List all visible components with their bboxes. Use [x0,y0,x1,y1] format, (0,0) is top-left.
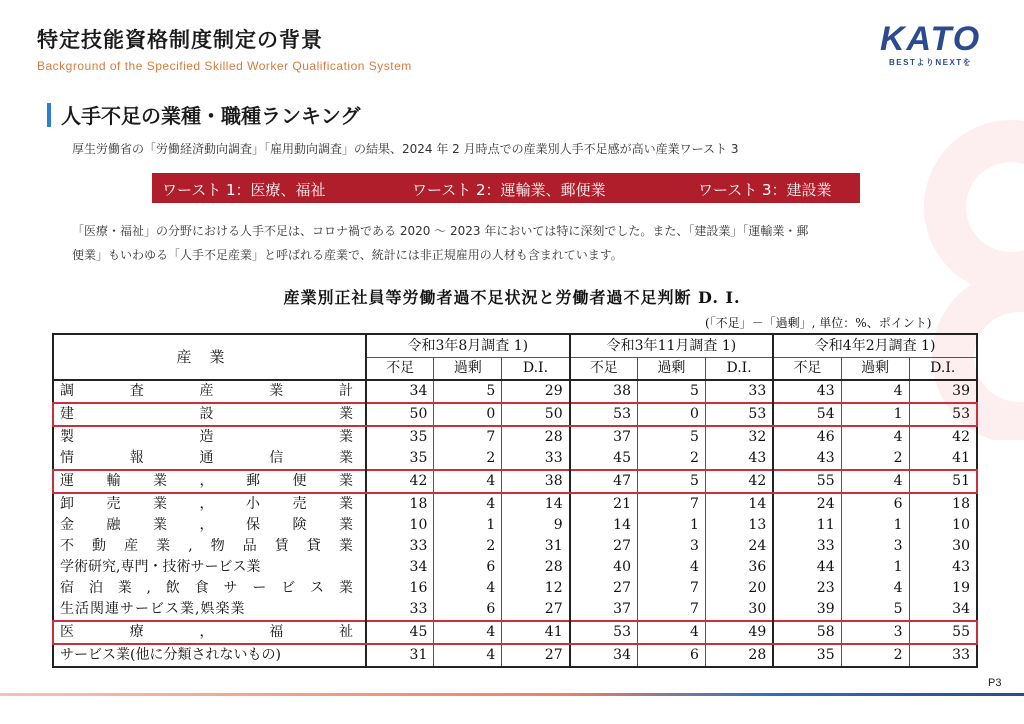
subheader-di: D.I. [909,358,977,381]
industry-name: 建 設 業 [60,406,353,422]
value-cell: 34 [570,644,638,667]
table-body [53,380,977,667]
value-cell: 33 [705,380,773,403]
table-row [53,557,977,578]
subheader-surplus: 過剰 [434,358,502,381]
industry-name: 情 報 通 信 業 [60,450,353,466]
value-cell: 55 [909,621,977,644]
value-cell: 6 [434,557,502,578]
value-cell: 18 [909,493,977,515]
value-cell: 45 [366,621,434,644]
industry-name-cell [53,426,366,448]
value-cell: 29 [502,380,570,403]
worst-ranking-band [152,173,860,203]
value-cell: 28 [502,557,570,578]
subheader-surplus: 過剰 [638,358,706,381]
value-cell: 7 [638,578,706,599]
worst-3-label: ワースト 3：建設業 [698,181,832,199]
value-cell: 37 [570,426,638,448]
value-cell: 14 [705,493,773,515]
industry-name: 卸 売 業 ， 小 売 業 [60,496,353,512]
value-cell: 54 [773,403,841,426]
value-cell: 38 [502,470,570,493]
value-cell: 27 [570,578,638,599]
value-cell: 27 [502,599,570,621]
industry-name-cell [53,470,366,493]
value-cell: 37 [570,599,638,621]
period-header: 令和3年8月調査 1) [366,334,570,358]
value-cell: 5 [841,599,909,621]
value-cell: 32 [705,426,773,448]
industry-name: 学術研究,専門・技術サービス業 [60,559,261,575]
value-cell: 3 [638,536,706,557]
kato-logo [880,22,981,68]
value-cell: 49 [705,621,773,644]
period-header: 令和3年11月調査 1) [570,334,774,358]
value-cell: 31 [366,644,434,667]
table-title: 産業別正社員等労働者過不足状況と労働者過不足判断 D. I. [283,288,741,307]
table-unit-note: (「不足」－「過剰」, 単位：%、ポイント) [705,316,932,330]
value-cell: 1 [841,557,909,578]
value-cell: 28 [705,644,773,667]
value-cell: 33 [773,536,841,557]
value-cell: 4 [841,380,909,403]
value-cell: 6 [841,493,909,515]
value-cell: 27 [502,644,570,667]
value-cell: 30 [705,599,773,621]
industry-name: 不 動 産 業 , 物 品 賃 貸 業 [60,538,353,554]
value-cell: 14 [502,493,570,515]
page-subtitle: Background of the Specified Skilled Worker Qualification System [37,59,412,73]
industry-name: 製 造 業 [60,429,353,445]
heading-accent-bar [47,103,51,127]
value-cell: 35 [773,644,841,667]
value-cell: 5 [434,380,502,403]
logo-tagline: BESTよりNEXTを [889,58,973,67]
description-line: 「医療・福祉」の分野における人手不足は、コロナ禍である 2020 ～ 2023 年においては特に深刻でした。また、「建設業」「運輸業・郵 [72,224,809,238]
value-cell: 42 [909,426,977,448]
value-cell: 2 [841,644,909,667]
value-cell: 4 [841,426,909,448]
value-cell: 4 [434,493,502,515]
value-cell: 35 [366,426,434,448]
industry-name-cell [53,448,366,470]
value-cell: 50 [366,403,434,426]
value-cell: 51 [909,470,977,493]
industry-column-header: 産業 [53,334,366,380]
value-cell: 58 [773,621,841,644]
table-row [53,426,977,448]
industry-name-cell [53,599,366,621]
value-cell: 2 [434,448,502,470]
value-cell: 7 [638,493,706,515]
value-cell: 10 [909,515,977,536]
table-row [53,448,977,470]
value-cell: 20 [705,578,773,599]
subheader-surplus: 過剰 [841,358,909,381]
value-cell: 43 [773,380,841,403]
value-cell: 1 [434,515,502,536]
value-cell: 5 [638,380,706,403]
value-cell: 38 [570,380,638,403]
value-cell: 14 [570,515,638,536]
value-cell: 2 [434,536,502,557]
value-cell: 4 [434,578,502,599]
value-cell: 6 [638,644,706,667]
page-title: 特定技能資格制度制定の背景 [37,28,323,52]
section-heading [47,100,360,129]
value-cell: 0 [434,403,502,426]
value-cell: 2 [638,448,706,470]
value-cell: 3 [841,536,909,557]
value-cell: 4 [434,621,502,644]
value-cell: 53 [570,621,638,644]
value-cell: 3 [841,621,909,644]
industry-name: 運 輸 業 ， 郵 便 業 [60,473,353,489]
value-cell: 53 [909,403,977,426]
table-row [53,470,977,493]
value-cell: 12 [502,578,570,599]
value-cell: 5 [638,470,706,493]
industry-name: サービス業(他に分類されないもの) [60,647,281,663]
value-cell: 1 [638,515,706,536]
value-cell: 4 [434,470,502,493]
value-cell: 33 [366,536,434,557]
value-cell: 18 [366,493,434,515]
worst-1-label: ワースト 1：医療、福祉 [162,181,326,199]
table-row [53,578,977,599]
table-row [53,644,977,667]
page-header [37,24,412,73]
value-cell: 35 [366,448,434,470]
industry-name: 生活関連サービス業,娯楽業 [60,601,246,617]
value-cell: 47 [570,470,638,493]
value-cell: 24 [705,536,773,557]
value-cell: 7 [638,599,706,621]
industry-name-cell [53,644,366,667]
industry-name-cell [53,621,366,644]
value-cell: 55 [773,470,841,493]
table-row [53,380,977,403]
table-row [53,621,977,644]
value-cell: 43 [773,448,841,470]
value-cell: 40 [570,557,638,578]
value-cell: 33 [366,599,434,621]
value-cell: 43 [909,557,977,578]
value-cell: 4 [434,644,502,667]
subheader-shortage: 不足 [773,358,841,381]
value-cell: 50 [502,403,570,426]
value-cell: 0 [638,403,706,426]
section-heading-text: 人手不足の業種・職種ランキング [61,104,361,128]
value-cell: 53 [570,403,638,426]
subheader-di: D.I. [705,358,773,381]
industry-name-cell [53,380,366,403]
value-cell: 34 [909,599,977,621]
value-cell: 4 [841,578,909,599]
value-cell: 21 [570,493,638,515]
value-cell: 23 [773,578,841,599]
value-cell: 19 [909,578,977,599]
value-cell: 43 [705,448,773,470]
value-cell: 53 [705,403,773,426]
value-cell: 6 [434,599,502,621]
description-text [72,219,972,267]
value-cell: 46 [773,426,841,448]
industry-name: 金 融 業 ， 保 険 業 [60,517,353,533]
subheader-shortage: 不足 [570,358,638,381]
page-number: P3 [988,677,1002,689]
value-cell: 1 [841,515,909,536]
value-cell: 9 [502,515,570,536]
subheader-di: D.I. [502,358,570,381]
intro-text: 厚生労働省の「労働経済動向調査」「雇用動向調査」の結果、2024 年 2 月時点での産業別人手不足感が高い産業ワースト 3 [72,142,739,156]
period-header: 令和4年2月調査 1) [773,334,977,358]
table-row [53,403,977,426]
worst-2-label: ワースト 2：運輸業、郵便業 [412,181,606,199]
value-cell: 41 [502,621,570,644]
table-row [53,493,977,515]
value-cell: 24 [773,493,841,515]
value-cell: 39 [909,380,977,403]
industry-name-cell [53,403,366,426]
value-cell: 45 [570,448,638,470]
value-cell: 33 [502,448,570,470]
value-cell: 30 [909,536,977,557]
value-cell: 11 [773,515,841,536]
value-cell: 2 [841,448,909,470]
value-cell: 42 [705,470,773,493]
value-cell: 4 [841,470,909,493]
value-cell: 44 [773,557,841,578]
footer-gradient-line [0,693,1024,696]
value-cell: 28 [502,426,570,448]
industry-name-cell [53,536,366,557]
value-cell: 41 [909,448,977,470]
value-cell: 36 [705,557,773,578]
industry-name: 医 療 ， 福 祉 [60,624,353,640]
table-row [53,599,977,621]
description-line: 便業」もいわゆる「人手不足産業」と呼ばれる産業で、統計には非正規雇用の人材も含まれています。 [72,248,623,262]
table-row [53,536,977,557]
value-cell: 1 [841,403,909,426]
industry-name: 調 査 産 業 計 [60,383,353,399]
value-cell: 42 [366,470,434,493]
value-cell: 13 [705,515,773,536]
value-cell: 27 [570,536,638,557]
value-cell: 39 [773,599,841,621]
industry-name: 宿 泊 業 , 飲 食 サ ー ビ ス 業 [60,580,353,596]
value-cell: 34 [366,557,434,578]
value-cell: 7 [434,426,502,448]
value-cell: 4 [638,621,706,644]
value-cell: 33 [909,644,977,667]
value-cell: 34 [366,380,434,403]
industry-name-cell [53,578,366,599]
value-cell: 10 [366,515,434,536]
table-row [53,515,977,536]
subheader-shortage: 不足 [366,358,434,381]
industry-name-cell [53,493,366,515]
value-cell: 4 [638,557,706,578]
logo-wordmark: KATO [880,20,982,58]
value-cell: 5 [638,426,706,448]
value-cell: 31 [502,536,570,557]
industry-name-cell [53,557,366,578]
labor-shortage-table [52,333,978,668]
industry-name-cell [53,515,366,536]
value-cell: 16 [366,578,434,599]
